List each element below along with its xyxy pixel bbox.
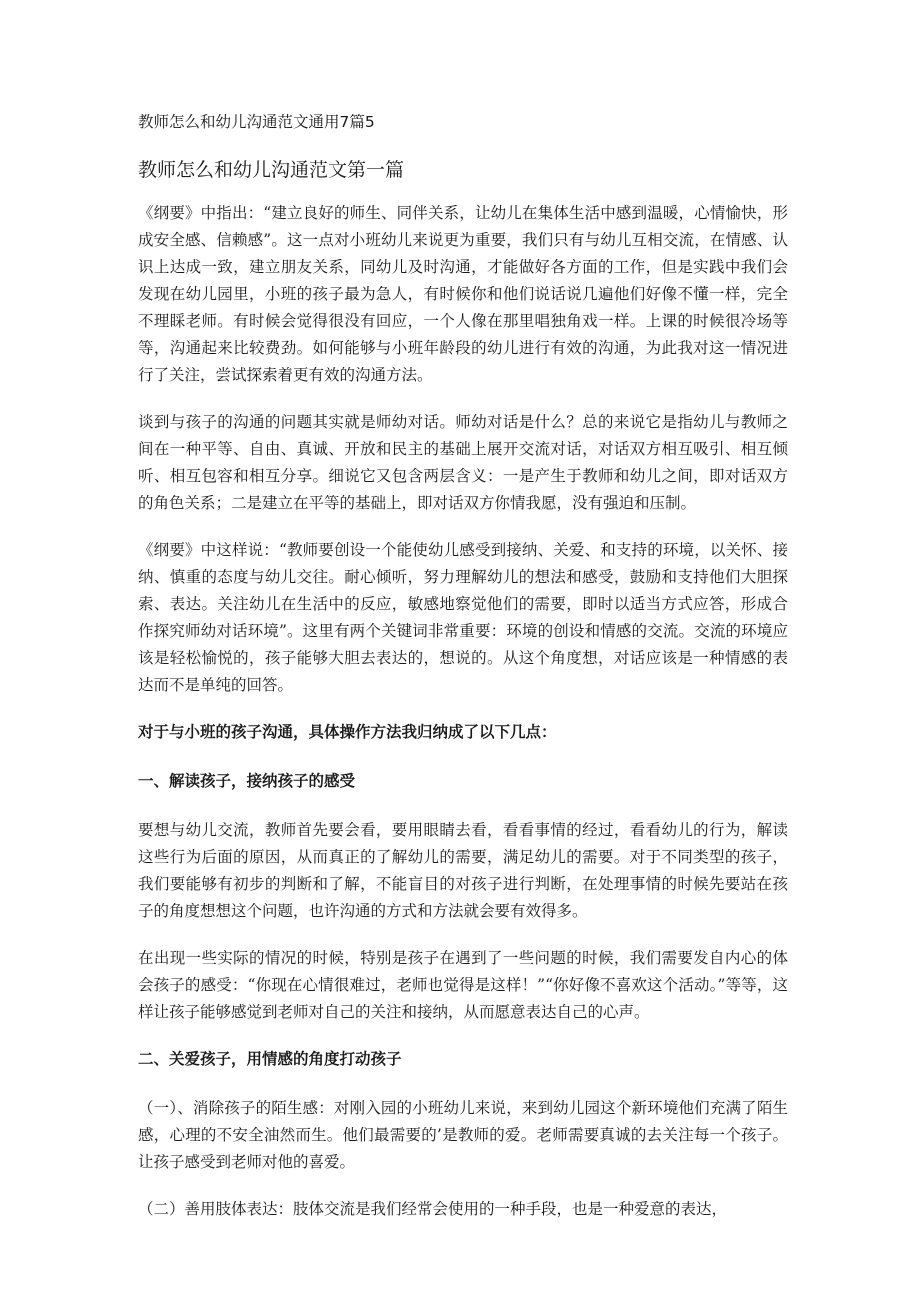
subheading-2: 二、关爱孩子，用情感的角度打动孩子: [138, 1050, 402, 1068]
bold-lead-heading: 对于与小班的孩子沟通，具体操作方法我归纳成了以下几点：: [138, 723, 557, 741]
paragraph-5: 在出现一些实际的情况的时候，特别是孩子在遇到了一些问题的时候，我们需要发自内心的体会孩子的感受：“你现在心情很难过，老师也觉得是这样！”“你好像不喜欢这个活动。”等等，这样让孩子能够感觉到老师对自己的关注和接纳，从而愿意表达自己的心声。: [138, 949, 788, 1021]
paragraph-3: 《纲要》中这样说：“教师要创设一个能使幼儿感受到接纳、关爱、和支持的环境，以关怀、接纳、慎重的态度与幼儿交往。耐心倾听，努力理解幼儿的想法和感受，鼓励和支持他们大胆探索、表达。关注幼儿在生活中的反应，敏感地察觉他们的需要，即时以适当方式应答，形成合作探究师幼对话环境”。这里有两个关键词非常重要：环境的创设和情感的交流。交流的环境应该是轻松愉悦的，孩子能够大胆去表达的，想说的。从这个角度想，对话应该是一种情感的表达而不是单纯的回答。: [138, 541, 788, 694]
paragraph-1: 《纲要》中指出：“建立良好的师生、同伴关系，让幼儿在集体生活中感到温暖，心情愉快，形成安全感、信赖感”。这一点对小班幼儿来说更为重要，我们只有与幼儿互相交流，在情感、认识上达成一致，建立朋友关系，同幼儿及时沟通，才能做好各方面的工作，但是实践中我们会发现在幼儿园里，小班的孩子最为急人，有时候你和他们说话说几遍他们好像不懂一样，完全不理睬老师。有时候会觉得很没有回应，一个人像在那里唱独角戏一样。上课的时候很冷场等等，沟通起来比较费劲。如何能够与小班年龄段的幼儿进行有效的沟通，为此我对这一情况进行了关注，尝试探索着更有效的沟通方法。: [138, 204, 788, 384]
document-page: [138, 110, 788, 1223]
subheading-1: 一、解读孩子，接纳孩子的感受: [138, 772, 356, 790]
paragraph-7: （二）善用肢体表达：肢体交流是我们经常会使用的一种手段，也是一种爱意的表达，: [138, 1200, 728, 1218]
paragraph-6: （一）、消除孩子的陌生感：对刚入园的小班幼儿来说，来到幼儿园这个新环境他们充满了陌生感，心理的不安全油然而生。他们最需要的’是教师的爱。老师需要真诚的去关注每一个孩子。让孩子感受到老师对他的喜爱。: [138, 1099, 788, 1171]
section-title: 教师怎么和幼儿沟通范文第一篇: [138, 159, 405, 181]
paragraph-2: 谈到与孩子的沟通的问题其实就是师幼对话。师幼对话是什么？总的来说它是指幼儿与教师之间在一种平等、自由、真诚、开放和民主的基础上展开交流对话，对话双方相互吸引、相互倾听、相互包容和相互分享。细说它又包含两层含义：一是产生于教师和幼儿之间，即对话双方的角色关系；二是建立在平等的基础上，即对话双方你情我愿，没有强迫和压制。: [138, 413, 788, 512]
document-title: 教师怎么和幼儿沟通范文通用7篇5: [138, 113, 375, 131]
paragraph-4: 要想与幼儿交流，教师首先要会看，要用眼睛去看，看看事情的经过，看看幼儿的行为，解读这些行为后面的原因，从而真正的了解幼儿的需要，满足幼儿的需要。对于不同类型的孩子，我们要能够有初步的判断和了解，不能盲目的对孩子进行判断，在处理事情的时候先要站在孩子的角度想想这个问题，也许沟通的方式和方法就会要有效得多。: [138, 821, 788, 920]
